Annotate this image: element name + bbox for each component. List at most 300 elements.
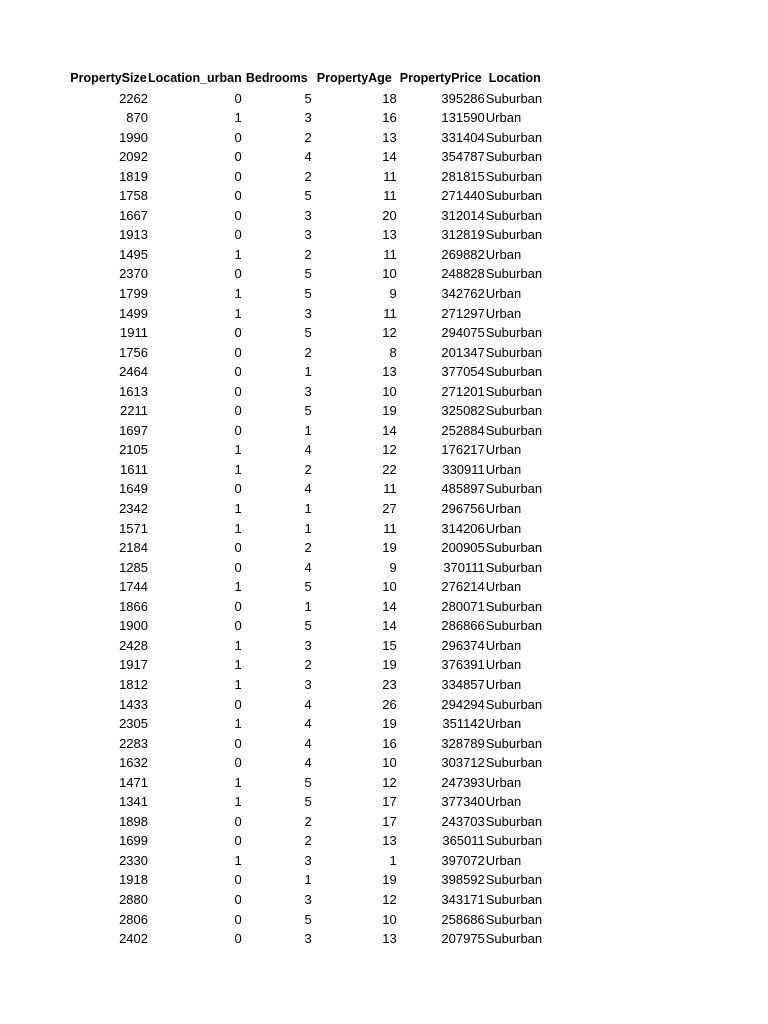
property-price-cell: 200905 [441, 540, 485, 556]
property-size-cell: 1744 [119, 579, 148, 595]
property-size-cell: 1917 [119, 657, 148, 673]
bedrooms-cell: 5 [304, 579, 312, 595]
location-urban-cell: 0 [234, 403, 242, 419]
property-age-cell: 10 [382, 911, 397, 927]
table-row [69, 655, 545, 675]
location-cell: Suburban [485, 911, 543, 927]
property-size-cell: 2806 [119, 911, 148, 927]
table-row [69, 734, 545, 754]
property-size-cell: 2880 [119, 891, 148, 907]
location-urban-cell: 0 [234, 227, 242, 243]
property-size-cell: 2262 [119, 90, 148, 106]
property-price-cell: 370111 [443, 559, 485, 575]
property-age-cell: 14 [382, 149, 397, 165]
location-urban-cell: 1 [234, 520, 242, 536]
bedrooms-cell: 2 [304, 129, 312, 145]
location-urban-cell: 1 [234, 774, 242, 790]
property-age-cell: 13 [382, 227, 397, 243]
table-row [69, 577, 545, 597]
property-price-cell: 296374 [441, 637, 485, 653]
location-cell: Suburban [485, 207, 543, 223]
location-cell: Suburban [485, 891, 543, 907]
location-urban-cell: 0 [234, 891, 242, 907]
location-urban-cell: 0 [234, 422, 242, 438]
property-age-cell: 11 [383, 246, 397, 262]
property-size-cell: 1758 [119, 188, 148, 204]
property-price-cell: 176217 [441, 442, 485, 458]
property-price-cell: 343171 [441, 891, 485, 907]
table-row [69, 479, 545, 499]
table-row [69, 284, 545, 304]
location-urban-cell: 0 [234, 481, 242, 497]
property-age-cell: 19 [382, 716, 397, 732]
location-urban-cell: 0 [234, 598, 242, 614]
property-size-cell: 1285 [119, 559, 148, 575]
table-row [69, 538, 545, 558]
table-row [69, 499, 545, 519]
location-cell: Suburban [485, 168, 543, 184]
header-location-urban: Location_urban [148, 71, 242, 85]
table-row [69, 714, 545, 734]
location-cell: Suburban [485, 755, 543, 771]
location-cell: Suburban [485, 598, 543, 614]
location-cell: Urban [485, 286, 522, 302]
property-age-cell: 16 [382, 735, 397, 751]
property-age-cell: 12 [382, 442, 397, 458]
property-price-cell: 314206 [441, 520, 485, 536]
location-urban-cell: 0 [234, 559, 242, 575]
property-age-cell: 14 [382, 422, 397, 438]
location-cell: Suburban [485, 188, 543, 204]
table-row [69, 343, 545, 363]
property-size-cell: 1900 [119, 618, 148, 634]
property-price-cell: 258686 [441, 911, 485, 927]
bedrooms-cell: 3 [304, 305, 312, 321]
bedrooms-cell: 4 [304, 481, 312, 497]
property-age-cell: 12 [382, 774, 397, 790]
location-cell: Urban [485, 716, 522, 732]
location-cell: Suburban [485, 266, 543, 282]
property-size-cell: 2464 [119, 364, 148, 380]
property-age-cell: 11 [383, 168, 397, 184]
table-row [69, 616, 545, 636]
location-urban-cell: 1 [234, 579, 242, 595]
bedrooms-cell: 2 [304, 246, 312, 262]
location-urban-cell: 0 [234, 931, 242, 947]
location-urban-cell: 0 [234, 344, 242, 360]
bedrooms-cell: 2 [304, 461, 312, 477]
table-row [69, 206, 545, 226]
property-size-cell: 1571 [119, 520, 148, 536]
property-size-cell: 2092 [119, 149, 148, 165]
table-row [69, 421, 545, 441]
property-age-cell: 8 [389, 344, 397, 360]
property-age-cell: 17 [382, 813, 397, 829]
property-size-cell: 2342 [119, 501, 148, 517]
bedrooms-cell: 1 [304, 520, 312, 536]
property-age-cell: 10 [382, 579, 397, 595]
location-urban-cell: 0 [234, 149, 242, 165]
location-cell: Suburban [485, 227, 543, 243]
property-size-cell: 2370 [119, 266, 148, 282]
location-urban-cell: 1 [234, 657, 242, 673]
table-row [69, 128, 545, 148]
table-row [69, 323, 545, 343]
location-cell: Suburban [485, 481, 543, 497]
property-price-cell: 312014 [441, 207, 485, 223]
property-price-cell: 351142 [442, 716, 485, 732]
property-age-cell: 19 [382, 403, 397, 419]
property-age-cell: 19 [382, 657, 397, 673]
location-cell: Urban [485, 657, 522, 673]
property-age-cell: 13 [382, 364, 397, 380]
property-size-cell: 1866 [119, 598, 148, 614]
property-age-cell: 19 [382, 872, 397, 888]
location-cell: Urban [485, 110, 522, 126]
table-row [69, 851, 545, 871]
property-price-cell: 248828 [441, 266, 485, 282]
property-age-cell: 26 [382, 696, 397, 712]
location-urban-cell: 1 [234, 676, 242, 692]
bedrooms-cell: 2 [304, 540, 312, 556]
bedrooms-cell: 4 [304, 735, 312, 751]
location-urban-cell: 0 [234, 383, 242, 399]
location-cell: Suburban [485, 383, 543, 399]
location-urban-cell: 0 [234, 833, 242, 849]
property-price-cell: 312819 [441, 227, 485, 243]
location-cell: Suburban [485, 618, 543, 634]
table-row [69, 519, 545, 539]
bedrooms-cell: 5 [304, 286, 312, 302]
property-age-cell: 18 [382, 90, 397, 106]
table-row [69, 460, 545, 480]
header-property-size: PropertySize [70, 71, 147, 85]
property-age-cell: 27 [382, 501, 397, 517]
table-row [69, 870, 545, 890]
property-price-cell: 325082 [441, 403, 485, 419]
property-age-cell: 10 [382, 266, 397, 282]
location-cell: Urban [485, 852, 522, 868]
bedrooms-cell: 3 [304, 676, 312, 692]
location-urban-cell: 1 [234, 637, 242, 653]
location-urban-cell: 0 [234, 325, 242, 341]
table-row [69, 890, 545, 910]
property-price-cell: 296756 [441, 501, 485, 517]
table-row [69, 304, 545, 324]
location-cell: Suburban [485, 403, 543, 419]
bedrooms-cell: 2 [304, 833, 312, 849]
bedrooms-cell: 4 [304, 716, 312, 732]
location-cell: Urban [485, 774, 522, 790]
table-row [69, 675, 545, 695]
bedrooms-cell: 2 [304, 344, 312, 360]
location-cell: Suburban [485, 149, 543, 165]
property-age-cell: 11 [383, 188, 397, 204]
property-size-cell: 2184 [119, 540, 148, 556]
table-row [69, 812, 545, 832]
property-price-cell: 243703 [441, 813, 485, 829]
property-price-cell: 303712 [441, 755, 485, 771]
property-size-cell: 1812 [119, 676, 148, 692]
property-age-cell: 11 [383, 305, 397, 321]
property-size-cell: 1913 [119, 227, 148, 243]
property-age-cell: 12 [382, 891, 397, 907]
location-cell: Suburban [485, 90, 543, 106]
header-row [69, 69, 545, 89]
location-urban-cell: 1 [234, 110, 242, 126]
property-size-cell: 1611 [120, 461, 148, 477]
location-cell: Urban [485, 676, 522, 692]
data-table [69, 69, 545, 949]
property-price-cell: 286866 [441, 618, 485, 634]
property-size-cell: 1495 [119, 246, 148, 262]
bedrooms-cell: 3 [304, 931, 312, 947]
property-size-cell: 1613 [119, 383, 148, 399]
property-price-cell: 247393 [441, 774, 485, 790]
bedrooms-cell: 1 [304, 501, 312, 517]
location-urban-cell: 0 [234, 90, 242, 106]
location-cell: Urban [485, 637, 522, 653]
location-cell: Suburban [485, 540, 543, 556]
table-row [69, 636, 545, 656]
bedrooms-cell: 5 [304, 618, 312, 634]
property-size-cell: 1918 [119, 872, 148, 888]
property-size-cell: 2330 [119, 852, 148, 868]
property-size-cell: 1699 [119, 833, 148, 849]
location-cell: Suburban [485, 422, 543, 438]
location-cell: Suburban [485, 696, 543, 712]
property-size-cell: 1433 [119, 696, 148, 712]
location-urban-cell: 0 [234, 911, 242, 927]
bedrooms-cell: 5 [304, 911, 312, 927]
location-cell: Suburban [485, 931, 543, 947]
location-urban-cell: 0 [234, 813, 242, 829]
property-size-cell: 1499 [119, 305, 148, 321]
location-urban-cell: 0 [234, 188, 242, 204]
bedrooms-cell: 4 [304, 442, 312, 458]
location-cell: Urban [485, 794, 522, 810]
property-price-cell: 252884 [441, 422, 485, 438]
property-price-cell: 281815 [441, 168, 485, 184]
property-price-cell: 294294 [441, 696, 485, 712]
bedrooms-cell: 3 [304, 110, 312, 126]
property-age-cell: 22 [382, 461, 397, 477]
bedrooms-cell: 3 [304, 852, 312, 868]
bedrooms-cell: 4 [304, 755, 312, 771]
property-size-cell: 1911 [120, 325, 148, 341]
location-urban-cell: 0 [234, 207, 242, 223]
table-row [69, 910, 545, 930]
location-urban-cell: 0 [234, 735, 242, 751]
bedrooms-cell: 1 [304, 364, 312, 380]
property-size-cell: 1697 [119, 422, 148, 438]
location-urban-cell: 0 [234, 696, 242, 712]
location-urban-cell: 1 [234, 501, 242, 517]
table-row [69, 167, 545, 187]
property-age-cell: 17 [382, 794, 397, 810]
property-size-cell: 1471 [119, 774, 148, 790]
property-price-cell: 376391 [441, 657, 485, 673]
property-size-cell: 1667 [119, 207, 148, 223]
property-price-cell: 395286 [441, 90, 485, 106]
bedrooms-cell: 3 [304, 637, 312, 653]
bedrooms-cell: 5 [304, 90, 312, 106]
header-location: Location [488, 71, 541, 85]
property-size-cell: 2105 [119, 442, 148, 458]
property-size-cell: 1990 [119, 129, 148, 145]
property-age-cell: 13 [382, 129, 397, 145]
bedrooms-cell: 5 [304, 774, 312, 790]
bedrooms-cell: 1 [304, 598, 312, 614]
bedrooms-cell: 2 [304, 813, 312, 829]
property-price-cell: 328789 [441, 735, 485, 751]
property-size-cell: 2402 [119, 931, 148, 947]
property-price-cell: 269882 [441, 246, 485, 262]
property-age-cell: 23 [382, 676, 397, 692]
property-price-cell: 397072 [441, 852, 485, 868]
property-size-cell: 1756 [119, 344, 148, 360]
table-row [69, 108, 545, 128]
table-row [69, 382, 545, 402]
property-price-cell: 280071 [441, 598, 485, 614]
bedrooms-cell: 4 [304, 149, 312, 165]
table-row [69, 558, 545, 578]
property-age-cell: 10 [382, 383, 397, 399]
header-property-age: PropertyAge [316, 71, 392, 85]
location-urban-cell: 0 [234, 129, 242, 145]
property-size-cell: 2211 [120, 403, 148, 419]
property-age-cell: 12 [382, 325, 397, 341]
property-price-cell: 294075 [441, 325, 485, 341]
table-row [69, 440, 545, 460]
property-age-cell: 14 [382, 598, 397, 614]
property-price-cell: 377340 [441, 794, 485, 810]
property-size-cell: 2305 [119, 716, 148, 732]
property-age-cell: 16 [382, 110, 397, 126]
table-row [69, 225, 545, 245]
location-cell: Suburban [485, 735, 543, 751]
header-property-price: PropertyPrice [399, 71, 482, 85]
bedrooms-cell: 1 [304, 872, 312, 888]
property-size-cell: 870 [126, 110, 148, 126]
property-age-cell: 14 [382, 618, 397, 634]
property-price-cell: 276214 [441, 579, 485, 595]
table-row [69, 362, 545, 382]
property-size-cell: 2283 [119, 735, 148, 751]
property-price-cell: 334857 [441, 676, 485, 692]
bedrooms-cell: 5 [304, 794, 312, 810]
property-price-cell: 271297 [441, 305, 485, 321]
property-price-cell: 131590 [441, 110, 485, 126]
property-price-cell: 271440 [441, 188, 485, 204]
location-urban-cell: 1 [234, 442, 242, 458]
location-cell: Urban [485, 579, 522, 595]
location-urban-cell: 0 [234, 364, 242, 380]
table-row [69, 147, 545, 167]
property-price-cell: 365011 [442, 833, 485, 849]
location-cell: Suburban [485, 872, 543, 888]
bedrooms-cell: 1 [304, 422, 312, 438]
bedrooms-cell: 5 [304, 266, 312, 282]
bedrooms-cell: 5 [304, 188, 312, 204]
location-urban-cell: 1 [234, 461, 242, 477]
property-age-cell: 13 [382, 931, 397, 947]
bedrooms-cell: 5 [304, 325, 312, 341]
table-row [69, 401, 545, 421]
location-cell: Urban [485, 442, 522, 458]
location-urban-cell: 1 [234, 852, 242, 868]
bedrooms-cell: 3 [304, 383, 312, 399]
bedrooms-cell: 4 [304, 559, 312, 575]
property-price-cell: 354787 [441, 149, 485, 165]
property-age-cell: 11 [383, 481, 397, 497]
location-cell: Urban [485, 501, 522, 517]
location-cell: Suburban [485, 344, 543, 360]
location-cell: Suburban [485, 129, 543, 145]
location-urban-cell: 1 [234, 305, 242, 321]
bedrooms-cell: 2 [304, 168, 312, 184]
property-price-cell: 271201 [441, 383, 485, 399]
location-urban-cell: 1 [234, 794, 242, 810]
property-size-cell: 1799 [119, 286, 148, 302]
location-urban-cell: 1 [234, 716, 242, 732]
table-row [69, 792, 545, 812]
property-price-cell: 485897 [441, 481, 485, 497]
location-cell: Suburban [485, 325, 543, 341]
property-age-cell: 13 [382, 833, 397, 849]
bedrooms-cell: 4 [304, 696, 312, 712]
property-price-cell: 330911 [442, 461, 485, 477]
location-cell: Suburban [485, 813, 543, 829]
location-urban-cell: 0 [234, 872, 242, 888]
location-cell: Suburban [485, 364, 543, 380]
table-row [69, 89, 545, 109]
table-row [69, 186, 545, 206]
property-age-cell: 15 [382, 637, 397, 653]
property-price-cell: 331404 [441, 129, 485, 145]
bedrooms-cell: 2 [304, 657, 312, 673]
header-bedrooms: Bedrooms [245, 71, 308, 85]
property-price-cell: 377054 [441, 364, 485, 380]
property-price-cell: 342762 [441, 286, 485, 302]
property-price-cell: 201347 [441, 344, 485, 360]
location-cell: Urban [485, 461, 522, 477]
table-row [69, 695, 545, 715]
property-size-cell: 1819 [119, 168, 148, 184]
table-row [69, 597, 545, 617]
property-size-cell: 1898 [119, 813, 148, 829]
property-price-cell: 398592 [441, 872, 485, 888]
property-size-cell: 2428 [119, 637, 148, 653]
location-urban-cell: 1 [234, 246, 242, 262]
property-size-cell: 1341 [119, 794, 148, 810]
bedrooms-cell: 3 [304, 227, 312, 243]
property-age-cell: 10 [382, 755, 397, 771]
location-cell: Suburban [485, 559, 543, 575]
table-row [69, 831, 545, 851]
location-cell: Urban [485, 520, 522, 536]
property-age-cell: 19 [382, 540, 397, 556]
property-size-cell: 1632 [119, 755, 148, 771]
location-urban-cell: 0 [234, 618, 242, 634]
table-body [69, 89, 545, 949]
property-age-cell: 11 [383, 520, 397, 536]
bedrooms-cell: 5 [304, 403, 312, 419]
property-size-cell: 1649 [119, 481, 148, 497]
table-row [69, 773, 545, 793]
table-row [69, 245, 545, 265]
property-age-cell: 9 [389, 286, 397, 302]
